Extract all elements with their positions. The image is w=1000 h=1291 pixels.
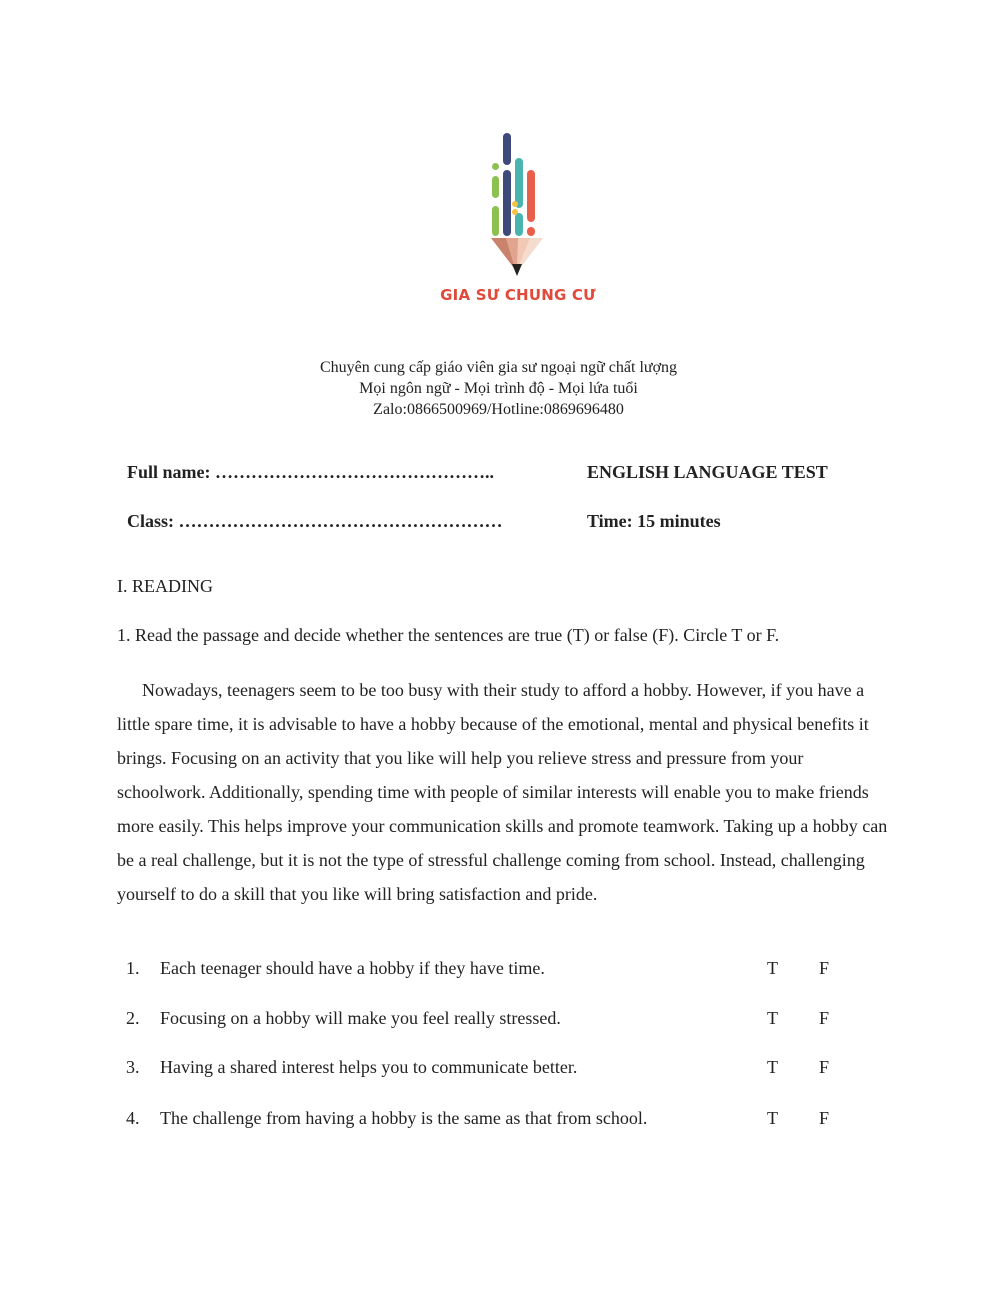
reading-passage — [117, 673, 889, 911]
question-row — [0, 958, 1000, 982]
passage-text: Nowadays, teenagers seem to be too busy with their study to afford a hobby. However, if you have a little spare time, it is advisable to have a hobby because of the emotional, mental and physical benefits it brings. Focusing on an activity that you like will help you relieve stress and pressure from your schoolwork. Additionally, spending time with people of similar interests will enable you to make friends more easily. This helps improve your communication skills and promote teamwork. Taking up a hobby can be a real challenge, but it is not the type of stressful challenge coming from school. Instead, challenging yourself to do a skill that you like will bring satisfaction and pride. — [117, 680, 888, 904]
question-row — [0, 1008, 1000, 1032]
tagline-contact: Zalo:0866500969/Hotline:0869696480 — [373, 401, 624, 418]
true-option[interactable]: T — [767, 1008, 778, 1028]
true-option[interactable]: T — [767, 958, 778, 978]
question-number: 4. — [126, 1108, 140, 1128]
class-field: Class: ……………………………………………… — [127, 511, 503, 531]
true-option[interactable]: T — [767, 1057, 778, 1077]
instruction: 1. Read the passage and decide whether the sentences are true (T) or false (F). Circle T or F. — [117, 625, 780, 645]
test-time: Time: 15 minutes — [587, 511, 721, 531]
question-number: 1. — [126, 958, 140, 978]
true-option[interactable]: T — [767, 1108, 778, 1128]
false-option[interactable]: F — [819, 958, 830, 978]
question-text: Having a shared interest helps you to communicate better. — [160, 1057, 578, 1077]
false-option[interactable]: F — [819, 1108, 830, 1128]
tagline-services: Chuyên cung cấp giáo viên gia sư ngoại ngữ chất lượng — [319, 359, 678, 376]
false-option[interactable]: F — [819, 1057, 830, 1077]
question-number: 2. — [126, 1008, 140, 1028]
test-title: ENGLISH LANGUAGE TEST — [587, 462, 828, 482]
tagline-languages: Mọi ngôn ngữ - Mọi trình độ - Mọi lứa tuổi — [359, 380, 638, 397]
question-text: Focusing on a hobby will make you feel really stressed. — [160, 1008, 561, 1028]
question-text: The challenge from having a hobby is the same as that from school. — [160, 1108, 648, 1128]
section-title: I. READING — [117, 576, 213, 596]
question-text: Each teenager should have a hobby if they have time. — [160, 958, 545, 978]
question-number: 3. — [126, 1057, 140, 1077]
false-option[interactable]: F — [819, 1008, 830, 1028]
question-row — [0, 1057, 1000, 1081]
full-name-field: Full name: ……………………………………….. — [127, 462, 494, 482]
question-row — [0, 1108, 1000, 1132]
brand-name: GIA SƯ CHUNG CƯ — [440, 286, 596, 304]
